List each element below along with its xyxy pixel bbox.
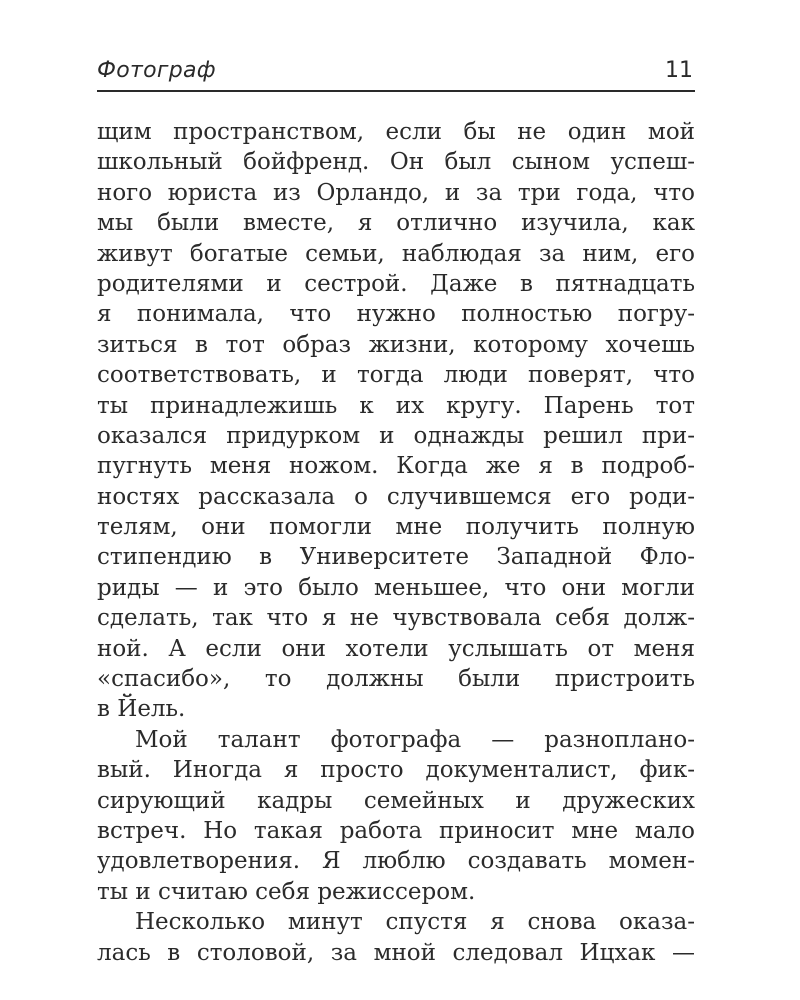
paragraph-3 — [97, 907, 695, 968]
text-line: в Йель. — [97, 696, 186, 723]
text-line: удовлетворения. Я люблю создавать момен- — [97, 848, 695, 875]
text-line: школьный бойфренд. Он был сыном успеш- — [97, 149, 695, 176]
text-line: стипендию в Университете Западной Фло- — [97, 544, 695, 571]
text-line: лась в столовой, за мной следовал Ицхак — — [97, 939, 695, 966]
text-line: ной. А если они хотели услышать от меня — [97, 635, 695, 662]
text-line: телям, они помогли мне получить полную — [97, 514, 695, 541]
text-line: встреч. Но такая работа приносит мне мало — [97, 817, 695, 844]
text-line: сделать, так что я не чувствовала себя долж- — [97, 605, 695, 632]
text-body — [97, 117, 695, 968]
text-line: «спасибо», то должны были пристроить — [97, 666, 695, 693]
page-number: 11 — [665, 58, 693, 83]
text-line: ты и считаю себя режиссером. — [97, 878, 476, 905]
text-line: Несколько минут спустя я снова оказа- — [135, 909, 695, 936]
text-line: щим пространством, если бы не один мой — [97, 119, 695, 145]
paragraph-2 — [97, 725, 695, 907]
text-line: оказался придурком и однажды решил при- — [97, 422, 695, 449]
page-header — [97, 56, 695, 92]
paragraph-1 — [97, 117, 695, 725]
text-line: Мой талант фотографа — разноплано- — [135, 726, 695, 753]
running-title: Фотограф — [97, 58, 216, 83]
text-line: вый. Иногда я просто документалист, фик- — [97, 757, 695, 784]
text-line: живут богатые семьи, наблюдая за ним, его — [97, 240, 695, 267]
text-line: соответствовать, и тогда люди поверят, что — [97, 362, 695, 389]
text-line: ностях рассказала о случившемся его роди- — [97, 483, 695, 510]
text-line: я понимала, что нужно полностью погру- — [97, 301, 695, 328]
text-line: родителями и сестрой. Даже в пятнадцать — [97, 270, 695, 297]
text-line: ного юриста из Орландо, и за три года, что — [97, 179, 695, 206]
text-line: сирующий кадры семейных и дружеских — [97, 787, 695, 814]
text-line: пугнуть меня ножом. Когда же я в подроб- — [97, 453, 695, 480]
text-line: ты принадлежишь к их кругу. Парень тот — [97, 392, 695, 419]
text-line: зиться в тот образ жизни, которому хочешь — [97, 331, 695, 358]
text-line: риды — и это было меньшее, что они могли — [97, 574, 695, 601]
text-line: мы были вместе, я отлично изучила, как — [97, 210, 695, 237]
